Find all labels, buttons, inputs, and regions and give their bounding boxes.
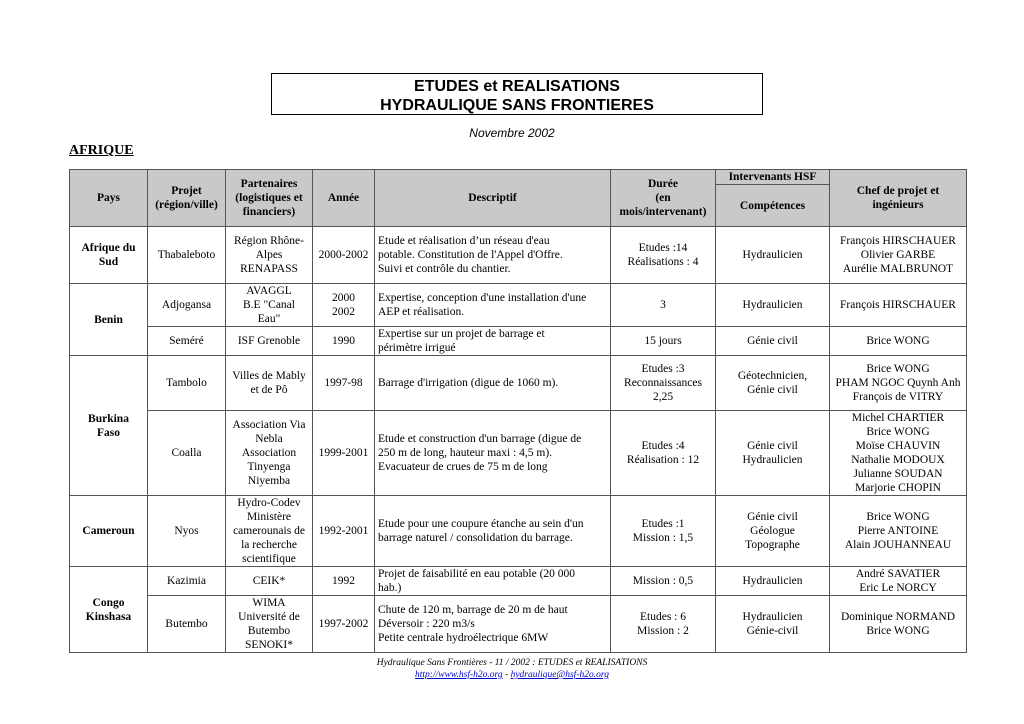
table-row: [70, 327, 967, 356]
header-descriptif: Descriptif: [375, 170, 611, 227]
cell-competences: Hydraulicien: [716, 567, 830, 596]
cell-annee: 1992-2001: [313, 496, 375, 567]
cell-descriptif: Expertise sur un projet de barrage et périmètre irrigué: [375, 327, 611, 356]
cell-partenaires: AVAGGL B.E "Canal Eau": [226, 284, 313, 327]
cell-descriptif: Etude pour une coupure étanche au sein d'un barrage naturel / consolidation du barrage.: [375, 496, 611, 567]
cell-annee: 1992: [313, 567, 375, 596]
region-heading: AFRIQUE: [69, 143, 134, 158]
cell-descriptif: Etude et réalisation d’un réseau d'eau potable. Constitution de l'Appel d'Offre. Suivi et contrôle du chantier.: [375, 227, 611, 284]
cell-duree: Etudes :14 Réalisations : 4: [611, 227, 716, 284]
header-duree: Durée (en mois/intervenant): [611, 170, 716, 227]
cell-projet: Kazimia: [148, 567, 226, 596]
cell-competences: Hydraulicien: [716, 227, 830, 284]
table-row: [70, 284, 967, 327]
cell-pays: Benin: [70, 284, 148, 356]
cell-annee: 1999-2001: [313, 411, 375, 496]
cell-duree: Etudes :4 Réalisation : 12: [611, 411, 716, 496]
cell-partenaires: Région Rhône- Alpes RENAPASS: [226, 227, 313, 284]
cell-projet: Thabaleboto: [148, 227, 226, 284]
cell-descriptif: Expertise, conception d'une installation d'une AEP et réalisation.: [375, 284, 611, 327]
cell-partenaires: Hydro-Codev Ministère camerounais de la recherche scientifique: [226, 496, 313, 567]
footer-text: Hydraulique Sans Frontières - 11 / 2002 : ETUDES et REALISATIONS: [376, 658, 648, 668]
cell-projet: Adjogansa: [148, 284, 226, 327]
header-projet: Projet (région/ville): [148, 170, 226, 227]
header-pays: Pays: [70, 170, 148, 227]
cell-descriptif: Barrage d'irrigation (digue de 1060 m).: [375, 356, 611, 411]
cell-duree: Etudes : 6 Mission : 2: [611, 596, 716, 653]
cell-projet: Butembo: [148, 596, 226, 653]
cell-descriptif: Etude et construction d'un barrage (digue de 250 m de long, hauteur maxi : 4,5 m). Evacuateur de crues de 75 m de long: [375, 411, 611, 496]
cell-partenaires: CEIK*: [226, 567, 313, 596]
cell-competences: Génie civil Hydraulicien: [716, 411, 830, 496]
cell-chef: Michel CHARTIER Brice WONG Moïse CHAUVIN Nathalie MODOUX Julianne SOUDAN Marjorie CHOPIN: [830, 411, 967, 496]
table-row: [70, 496, 967, 567]
header-partenaires: Partenaires (logistiques et financiers): [226, 170, 313, 227]
header-annee: Année: [313, 170, 375, 227]
footer-links: [0, 669, 1024, 681]
cell-chef: Brice WONG: [830, 327, 967, 356]
cell-competences: Génie civil Géologue Topographe: [716, 496, 830, 567]
cell-projet: Tambolo: [148, 356, 226, 411]
cell-projet: Seméré: [148, 327, 226, 356]
cell-partenaires: Villes de Mably et de Pô: [226, 356, 313, 411]
header-intervenants: Intervenants HSF: [716, 170, 830, 185]
cell-chef: Brice WONG Pierre ANTOINE Alain JOUHANNEAU: [830, 496, 967, 567]
cell-partenaires: ISF Grenoble: [226, 327, 313, 356]
cell-annee: 2000-2002: [313, 227, 375, 284]
cell-chef: André SAVATIER Eric Le NORCY: [830, 567, 967, 596]
cell-annee: 2000 2002: [313, 284, 375, 327]
cell-duree: Etudes :1 Mission : 1,5: [611, 496, 716, 567]
title-line-2: HYDRAULIQUE SANS FRONTIERES: [380, 97, 654, 114]
projects-table: [69, 169, 967, 653]
cell-annee: 1997-98: [313, 356, 375, 411]
cell-annee: 1997-2002: [313, 596, 375, 653]
table-row: [70, 356, 967, 411]
cell-pays: Burkina Faso: [70, 356, 148, 496]
cell-pays: Congo Kinshasa: [70, 567, 148, 653]
table-row: [70, 596, 967, 653]
website-link[interactable]: http://www.hsf-h2o.org: [415, 670, 503, 680]
cell-competences: Hydraulicien: [716, 284, 830, 327]
cell-descriptif: Chute de 120 m, barrage de 20 m de haut Déversoir : 220 m3/s Petite centrale hydroélectrique 6MW: [375, 596, 611, 653]
header-chef: Chef de projet et ingénieurs: [830, 170, 967, 227]
document-date: Novembre 2002: [469, 126, 555, 140]
table-row: [70, 411, 967, 496]
cell-chef: Brice WONG PHAM NGOC Quynh Anh François de VITRY: [830, 356, 967, 411]
email-link[interactable]: hydraulique@hsf-h2o.org: [510, 670, 609, 680]
table-row: [70, 567, 967, 596]
page-footer: [0, 657, 1024, 681]
header-competences: Compétences: [716, 185, 830, 227]
cell-pays: Afrique du Sud: [70, 227, 148, 284]
document-title: [271, 73, 763, 115]
cell-descriptif: Projet de faisabilité en eau potable (20 000 hab.): [375, 567, 611, 596]
cell-chef: Dominique NORMAND Brice WONG: [830, 596, 967, 653]
cell-projet: Coalla: [148, 411, 226, 496]
footer-separator: -: [502, 670, 511, 680]
cell-duree: Mission : 0,5: [611, 567, 716, 596]
cell-competences: Géotechnicien, Génie civil: [716, 356, 830, 411]
cell-duree: 3: [611, 284, 716, 327]
cell-competences: Hydraulicien Génie-civil: [716, 596, 830, 653]
cell-duree: Etudes :3 Reconnaissances 2,25: [611, 356, 716, 411]
table-row: [70, 227, 967, 284]
cell-chef: François HIRSCHAUER Olivier GARBE Aurélie MALBRUNOT: [830, 227, 967, 284]
cell-projet: Nyos: [148, 496, 226, 567]
cell-chef: François HIRSCHAUER: [830, 284, 967, 327]
cell-duree: 15 jours: [611, 327, 716, 356]
cell-partenaires: WIMA Université de Butembo SENOKI*: [226, 596, 313, 653]
cell-annee: 1990: [313, 327, 375, 356]
cell-partenaires: Association Via Nebla Association Tinyenga Niyemba: [226, 411, 313, 496]
cell-pays: Cameroun: [70, 496, 148, 567]
cell-competences: Génie civil: [716, 327, 830, 356]
title-line-1: ETUDES et REALISATIONS: [414, 78, 620, 95]
